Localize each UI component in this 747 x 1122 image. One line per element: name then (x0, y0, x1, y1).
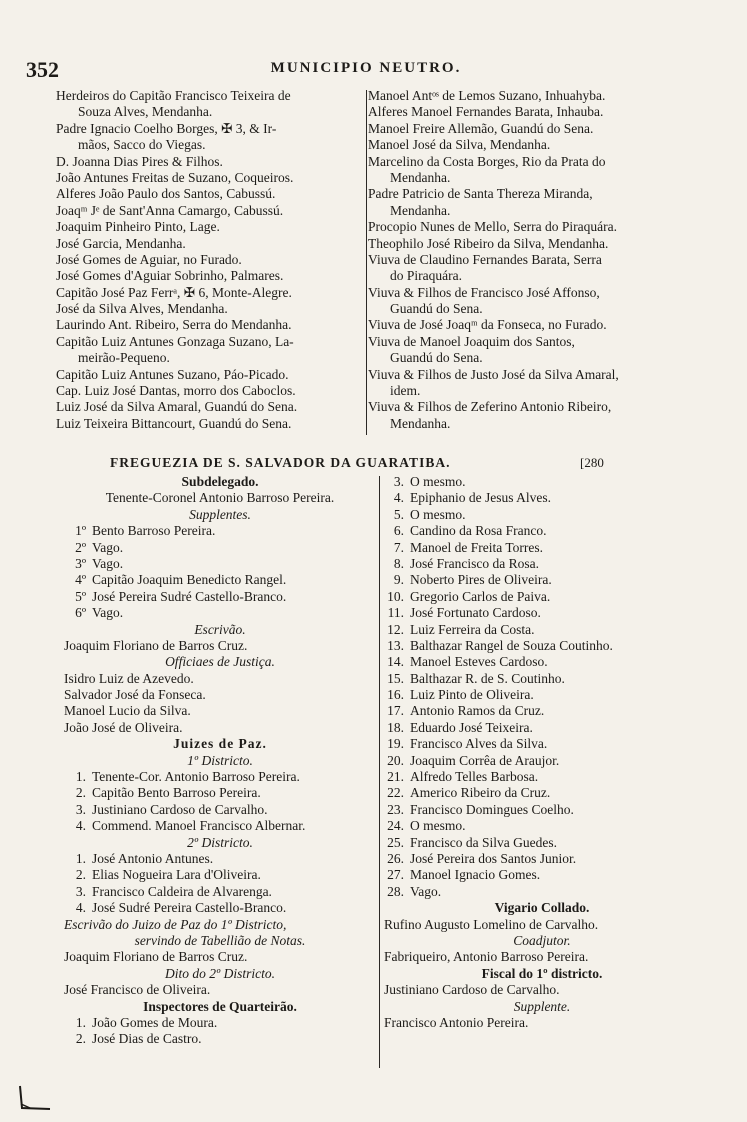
item-name: Balthazar Rangel de Souza Coutinho. (410, 637, 613, 653)
item-number: 27. (387, 867, 404, 883)
list-item (384, 654, 700, 670)
column-divider (366, 90, 367, 435)
item-number: 4. (75, 818, 86, 834)
juizes-heading: Juizes de Paz. (173, 736, 267, 752)
item-number: 12. (387, 621, 404, 637)
list-item: Luiz José da Silva Amaral, Guandú do Sena. (56, 399, 298, 415)
item-number: 23. (387, 801, 404, 817)
list-item: José Gomes de Aguiar, no Furado. (56, 251, 242, 267)
item-number: 11. (387, 605, 404, 621)
list-item (64, 1031, 376, 1047)
item-name: Capitão Joaquim Benedicto Rangel. (92, 572, 287, 588)
list-item (384, 556, 700, 572)
list-item: idem. (390, 383, 421, 399)
list-item (384, 835, 700, 851)
item-name: Capitão Bento Barroso Pereira. (92, 785, 261, 801)
escrivao-juizo-subheading: servindo de Tabellião de Notas. (134, 932, 306, 948)
list-item: José Gomes d'Aguiar Sobrinho, Palmares. (56, 268, 284, 284)
item-number: 4. (75, 900, 86, 916)
item-number: 5. (393, 506, 404, 522)
list-item: Mendanha. (390, 169, 451, 185)
item-number: 16. (387, 687, 404, 703)
item-number: 13. (387, 637, 404, 653)
supplentes-heading: Supplentes. (189, 506, 251, 522)
item-name: Francisco Caldeira de Alvarenga. (92, 883, 272, 899)
list-item: Manoel Antᵒˢ de Lemos Suzano, Inhuahyba. (368, 88, 606, 103)
escrivao-juizo-name: Joaquim Floriano de Barros Cruz. (64, 949, 248, 965)
item-number: 8. (393, 555, 404, 571)
list-item (384, 622, 700, 638)
list-item (384, 572, 700, 588)
page-number: 352 (26, 57, 59, 82)
item-number: 1. (75, 1014, 86, 1030)
item-name: Gregorio Carlos de Paiva. (410, 588, 551, 604)
subdelegado-heading: Subdelegado. (181, 474, 259, 489)
list-item: Capitão Luiz Antunes Suzano, Páo-Picado. (56, 366, 289, 382)
item-number: 5º (75, 588, 86, 604)
list-item (384, 736, 700, 752)
item-name: Eduardo José Teixeira. (410, 719, 533, 735)
distrito1-heading: 1º Districto. (187, 752, 253, 768)
bottom-right-column (384, 474, 700, 1031)
list-item (64, 802, 376, 818)
item-name: Justiniano Cardoso de Carvalho. (92, 801, 268, 817)
list-item: meirão-Pequeno. (78, 350, 170, 366)
vigario-name: Rufino Augusto Lomelino de Carvalho. (384, 916, 599, 932)
item-number: 2. (75, 867, 86, 883)
section-title: FREGUEZIA DE S. SALVADOR DA GUARATIBA. (110, 455, 451, 470)
item-number: 19. (387, 736, 404, 752)
list-item: Cap. Luiz José Dantas, morro dos Caboclos. (56, 383, 296, 399)
item-number: 18. (387, 719, 404, 735)
item-name: Manoel Esteves Cardoso. (410, 654, 548, 670)
list-item: João José de Oliveira. (64, 719, 183, 735)
list-item: José Garcia, Mendanha. (56, 235, 186, 251)
list-item (384, 605, 700, 621)
list-item (384, 818, 700, 834)
item-number: 21. (387, 769, 404, 785)
list-item: Herdeiros do Capitão Francisco Teixeira de (56, 88, 291, 103)
item-name: O mesmo. (410, 474, 466, 489)
escrivao-name: Joaquim Floriano de Barros Cruz. (64, 637, 248, 653)
list-item: Laurindo Ant. Ribeiro, Serra do Mendanha. (56, 317, 292, 333)
item-name: Luiz Pinto de Oliveira. (410, 687, 534, 703)
list-item (384, 753, 700, 769)
list-item: Alferes João Paulo dos Santos, Cabussú. (56, 186, 276, 202)
bottom-left-column (64, 474, 376, 1048)
item-name: Bento Barroso Pereira. (92, 523, 216, 539)
list-item (384, 785, 700, 801)
item-number: 3. (75, 883, 86, 899)
list-item: Guandú do Sena. (390, 350, 483, 366)
item-number: 2º (75, 539, 86, 555)
item-name: José Sudré Pereira Castello-Branco. (92, 900, 287, 916)
list-item (384, 687, 700, 703)
item-name: Manoel de Freita Torres. (410, 539, 544, 555)
list-item: mãos, Sacco do Viegas. (78, 137, 206, 153)
item-name: Francisco Alves da Silva. (410, 736, 548, 752)
item-number: 6. (393, 523, 404, 539)
item-name: Tenente-Cor. Antonio Barroso Pereira. (92, 769, 300, 785)
coadjutor-name: Fabriqueiro, Antonio Barroso Pereira. (384, 949, 589, 965)
item-name: José Francisco da Rosa. (410, 555, 539, 571)
item-number: 1º (75, 523, 86, 539)
item-number: 22. (387, 785, 404, 801)
item-name: Noberto Pires de Oliveira. (410, 572, 552, 588)
list-item: do Piraquára. (390, 268, 462, 284)
list-item (384, 769, 700, 785)
item-number: 1. (75, 850, 86, 866)
inspectores-heading: Inspectores de Quarteirão. (143, 998, 297, 1014)
item-number: 9. (393, 572, 404, 588)
item-name: Vago. (410, 883, 442, 899)
vigario-heading: Vigario Collado. (494, 900, 590, 916)
item-name: Vago. (92, 555, 124, 571)
list-item: Viuva de José Joaqᵐ da Fonseca, no Furado. (368, 317, 607, 333)
list-item: Mendanha. (390, 202, 451, 218)
list-item: Alferes Manoel Fernandes Barata, Inhauba. (368, 104, 604, 120)
item-number: 26. (387, 850, 404, 866)
item-name: Manoel Ignacio Gomes. (410, 867, 541, 883)
list-item (384, 802, 700, 818)
list-item: Viuva & Filhos de Zeferino Antonio Ribeiro, (368, 399, 612, 415)
officiaes-heading: Officiaes de Justiça. (165, 654, 275, 670)
item-number: 2. (75, 1031, 86, 1047)
item-name: José Pereira dos Santos Junior. (410, 850, 577, 866)
list-item (64, 785, 376, 801)
list-item (64, 900, 376, 916)
dito-name: José Francisco de Oliveira. (64, 982, 211, 998)
list-item (384, 638, 700, 654)
escrivao-juizo-heading: Escrivão do Juizo de Paz do 1º Districto, (64, 916, 287, 932)
list-item (384, 867, 700, 883)
item-name: José Pereira Sudré Castello-Branco. (92, 588, 287, 604)
list-item (384, 851, 700, 867)
list-item (384, 474, 700, 490)
list-item: Manoel Freire Allemão, Guandú do Sena. (368, 120, 594, 136)
list-item: Viuva & Filhos de Francisco José Affonso, (368, 284, 600, 300)
list-item (64, 884, 376, 900)
item-number: 10. (387, 588, 404, 604)
list-item: Souza Alves, Mendanha. (78, 104, 213, 120)
list-item: José da Silva Alves, Mendanha. (56, 301, 228, 317)
item-name: Luiz Ferreira da Costa. (410, 621, 535, 637)
list-item: D. Joanna Dias Pires & Filhos. (56, 153, 223, 169)
item-name: João Gomes de Moura. (92, 1014, 218, 1030)
distrito2-heading: 2º Districto. (187, 834, 253, 850)
item-name: Antonio Ramos da Cruz. (410, 703, 545, 719)
list-item (384, 540, 700, 556)
page-header (26, 57, 706, 81)
item-number: 4. (393, 490, 404, 506)
list-item: Guandú do Sena. (390, 301, 483, 317)
column-divider (379, 476, 380, 1068)
item-name: O mesmo. (410, 506, 466, 522)
list-item (384, 703, 700, 719)
list-item: Padre Patricio de Santa Thereza Miranda, (368, 186, 593, 202)
item-name: Commend. Manoel Francisco Albernar. (92, 818, 306, 834)
list-item (64, 605, 376, 621)
item-name: José Antonio Antunes. (92, 850, 214, 866)
list-item (64, 867, 376, 883)
item-number: 3º (75, 555, 86, 571)
list-item (384, 507, 700, 523)
list-item: Manoel Lucio da Silva. (64, 703, 191, 719)
item-name: O mesmo. (410, 818, 466, 834)
subdelegado-name: Tenente-Coronel Antonio Barroso Pereira. (105, 490, 335, 506)
item-number: 4º (75, 572, 86, 588)
list-item: Capitão Luiz Antunes Gonzaga Suzano, La- (56, 333, 294, 349)
item-number: 3. (393, 474, 404, 489)
list-item (64, 523, 376, 539)
item-name: Alfredo Telles Barbosa. (410, 769, 539, 785)
running-title: MUNICIPIO NEUTRO. (270, 60, 462, 76)
list-item: Joaqᵐ Jᵉ de Sant'Anna Camargo, Cabussú. (56, 202, 284, 218)
item-name: Candino da Rosa Franco. (410, 523, 547, 539)
list-item: Viuva & Filhos de Justo José da Silva Amaral, (368, 366, 619, 382)
list-item: Viuva de Claudino Fernandes Barata, Serra (368, 251, 602, 267)
item-number: 28. (387, 883, 404, 899)
item-name: Americo Ribeiro da Cruz. (410, 785, 551, 801)
list-item: Joaquim Pinheiro Pinto, Lage. (56, 219, 220, 235)
list-item: Isidro Luiz de Azevedo. (64, 670, 194, 686)
list-item (384, 720, 700, 736)
section-number: [280 (580, 455, 604, 470)
item-name: Elias Nogueira Lara d'Oliveira. (92, 867, 261, 883)
item-name: Francisco da Silva Guedes. (410, 834, 557, 850)
item-number: 15. (387, 670, 404, 686)
list-item (64, 556, 376, 572)
item-name: Joaquim Corrêa de Araujor. (410, 752, 560, 768)
supplente-heading: Supplente. (513, 998, 571, 1014)
item-number: 2. (75, 785, 86, 801)
list-item: Mendanha. (390, 415, 451, 431)
item-name: Francisco Domingues Coelho. (410, 801, 574, 817)
escrivao-heading: Escrivão. (194, 621, 246, 637)
item-name: Epiphanio de Jesus Alves. (410, 490, 551, 506)
corner-scan-mark-icon (18, 1082, 52, 1112)
item-name: José Dias de Castro. (92, 1031, 202, 1047)
list-item: Capitão José Paz Ferrᵃ, ✠ 6, Monte-Alegre. (56, 284, 292, 300)
item-number: 20. (387, 752, 404, 768)
item-name: Balthazar R. de S. Coutinho. (410, 670, 565, 686)
item-number: 24. (387, 818, 404, 834)
item-number: 17. (387, 703, 404, 719)
fiscal-heading: Fiscal do 1º districto. (481, 965, 603, 981)
dito-heading: Dito do 2º Districto. (165, 965, 275, 981)
list-item (384, 884, 700, 900)
item-number: 1. (75, 769, 86, 785)
top-right-column (368, 88, 698, 432)
list-item (64, 1015, 376, 1031)
list-item: João Antunes Freitas de Suzano, Coqueiros. (56, 169, 294, 185)
list-item (64, 851, 376, 867)
coadjutor-heading: Coadjutor. (513, 932, 571, 948)
list-item: Salvador José da Fonseca. (64, 687, 206, 703)
fiscal-name: Justiniano Cardoso de Carvalho. (384, 982, 560, 998)
item-name: Vago. (92, 539, 124, 555)
list-item: Luiz Teixeira Bittancourt, Guandú do Sena. (56, 415, 292, 431)
item-number: 6º (75, 605, 86, 621)
list-item: Marcelino da Costa Borges, Rio da Prata do (368, 153, 606, 169)
item-name: Vago. (92, 605, 124, 621)
supplente-name: Francisco Antonio Pereira. (384, 1014, 529, 1030)
item-number: 3. (75, 801, 86, 817)
item-number: 14. (387, 654, 404, 670)
list-item: Padre Ignacio Coelho Borges, ✠ 3, & Ir- (56, 120, 277, 136)
list-item (64, 589, 376, 605)
item-number: 25. (387, 834, 404, 850)
item-name: José Fortunato Cardoso. (410, 605, 541, 621)
list-item (384, 523, 700, 539)
list-item (384, 589, 700, 605)
list-item (64, 769, 376, 785)
list-item (64, 540, 376, 556)
list-item: Manoel José da Silva, Mendanha. (368, 137, 551, 153)
list-item (384, 671, 700, 687)
list-item: Procopio Nunes de Mello, Serra do Piraquára. (368, 219, 617, 235)
list-item (64, 572, 376, 588)
item-number: 7. (393, 539, 404, 555)
top-left-column (56, 88, 363, 432)
list-item: Viuva de Manoel Joaquim dos Santos, (368, 333, 575, 349)
list-item (384, 490, 700, 506)
list-item (64, 818, 376, 834)
list-item: Theophilo José Ribeiro da Silva, Mendanha. (368, 235, 609, 251)
